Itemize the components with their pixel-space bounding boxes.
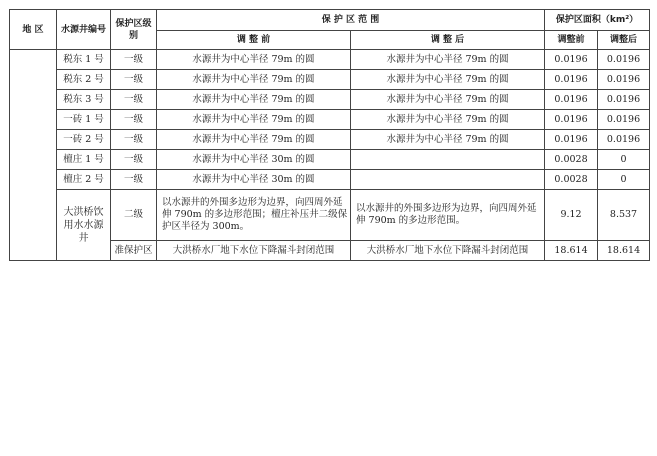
area-after-cell: 8.537	[598, 190, 650, 241]
range-before-cell: 水源井为中心半径 79m 的圆	[157, 110, 351, 130]
well-id-cell: 檀庄 1 号	[57, 150, 111, 170]
range-before-cell: 大洪桥水厂地下水位下降漏斗封闭范围	[157, 241, 351, 261]
table-row	[10, 150, 650, 170]
header-area-before: 调整前	[545, 31, 598, 50]
level-cell: 一级	[111, 130, 157, 150]
range-before-cell: 水源井为中心半径 79m 的圆	[157, 70, 351, 90]
range-after-cell: 水源井为中心半径 79m 的圆	[351, 70, 545, 90]
region-cell	[10, 50, 57, 261]
well-id-cell: 税东 3 号	[57, 90, 111, 110]
area-before-cell: 9.12	[545, 190, 598, 241]
header-range: 保 护 区 范 围	[157, 10, 545, 31]
area-after-cell: 0.0196	[598, 90, 650, 110]
area-before-cell: 0.0196	[545, 50, 598, 70]
header-area: 保护区面积（km²）	[545, 10, 650, 31]
table-row	[10, 130, 650, 150]
header-after: 调 整 后	[351, 31, 545, 50]
area-after-cell: 0.0196	[598, 70, 650, 90]
area-after-cell: 0	[598, 150, 650, 170]
area-after-cell: 18.614	[598, 241, 650, 261]
range-after-cell	[351, 150, 545, 170]
header-area-after: 调整后	[598, 31, 650, 50]
level-cell: 一级	[111, 70, 157, 90]
range-before-cell: 水源井为中心半径 30m 的圆	[157, 170, 351, 190]
range-after-cell	[351, 170, 545, 190]
well-id-cell: 一砖 1 号	[57, 110, 111, 130]
well-id-cell: 檀庄 2 号	[57, 170, 111, 190]
range-before-cell: 水源井为中心半径 30m 的圆	[157, 150, 351, 170]
area-after-cell: 0.0196	[598, 50, 650, 70]
area-before-cell: 0.0196	[545, 130, 598, 150]
table-row	[10, 50, 650, 70]
level-cell: 一级	[111, 150, 157, 170]
level-cell: 准保护区	[111, 241, 157, 261]
range-after-cell: 以水源井的外围多边形为边界，向四周外延伸 790m 的多边形范围。	[351, 190, 545, 241]
area-before-cell: 0.0028	[545, 150, 598, 170]
protection-zone-table	[9, 9, 650, 261]
range-before-cell: 水源井为中心半径 79m 的圆	[157, 50, 351, 70]
header-before: 调 整 前	[157, 31, 351, 50]
level-cell: 一级	[111, 90, 157, 110]
well-id-cell: 大洪桥饮用水水源井	[57, 190, 111, 261]
well-id-cell: 一砖 2 号	[57, 130, 111, 150]
header-region: 地 区	[10, 10, 57, 50]
area-before-cell: 0.0196	[545, 110, 598, 130]
area-after-cell: 0.0196	[598, 130, 650, 150]
header-well-id: 水源井编号	[57, 10, 111, 50]
table-row	[10, 70, 650, 90]
area-before-cell: 0.0196	[545, 70, 598, 90]
well-id-cell: 税东 2 号	[57, 70, 111, 90]
range-before-cell: 水源井为中心半径 79m 的圆	[157, 130, 351, 150]
header-level: 保护区级别	[111, 10, 157, 50]
table-row	[10, 90, 650, 110]
level-cell: 二级	[111, 190, 157, 241]
area-after-cell: 0.0196	[598, 110, 650, 130]
level-cell: 一级	[111, 170, 157, 190]
table-row	[10, 110, 650, 130]
level-cell: 一级	[111, 110, 157, 130]
table-row	[10, 190, 650, 241]
level-cell: 一级	[111, 50, 157, 70]
range-after-cell: 水源井为中心半径 79m 的圆	[351, 110, 545, 130]
range-after-cell: 大洪桥水厂地下水位下降漏斗封闭范围	[351, 241, 545, 261]
range-after-cell: 水源井为中心半径 79m 的圆	[351, 50, 545, 70]
table-row	[10, 170, 650, 190]
range-after-cell: 水源井为中心半径 79m 的圆	[351, 90, 545, 110]
range-before-cell: 以水源井的外围多边形为边界，向四周外延伸 790m 的多边形范围；檀庄补压井二级保护区半径为 300m。	[157, 190, 351, 241]
range-before-cell: 水源井为中心半径 79m 的圆	[157, 90, 351, 110]
area-before-cell: 0.0196	[545, 90, 598, 110]
range-after-cell: 水源井为中心半径 79m 的圆	[351, 130, 545, 150]
area-before-cell: 18.614	[545, 241, 598, 261]
area-after-cell: 0	[598, 170, 650, 190]
well-id-cell: 税东 1 号	[57, 50, 111, 70]
area-before-cell: 0.0028	[545, 170, 598, 190]
